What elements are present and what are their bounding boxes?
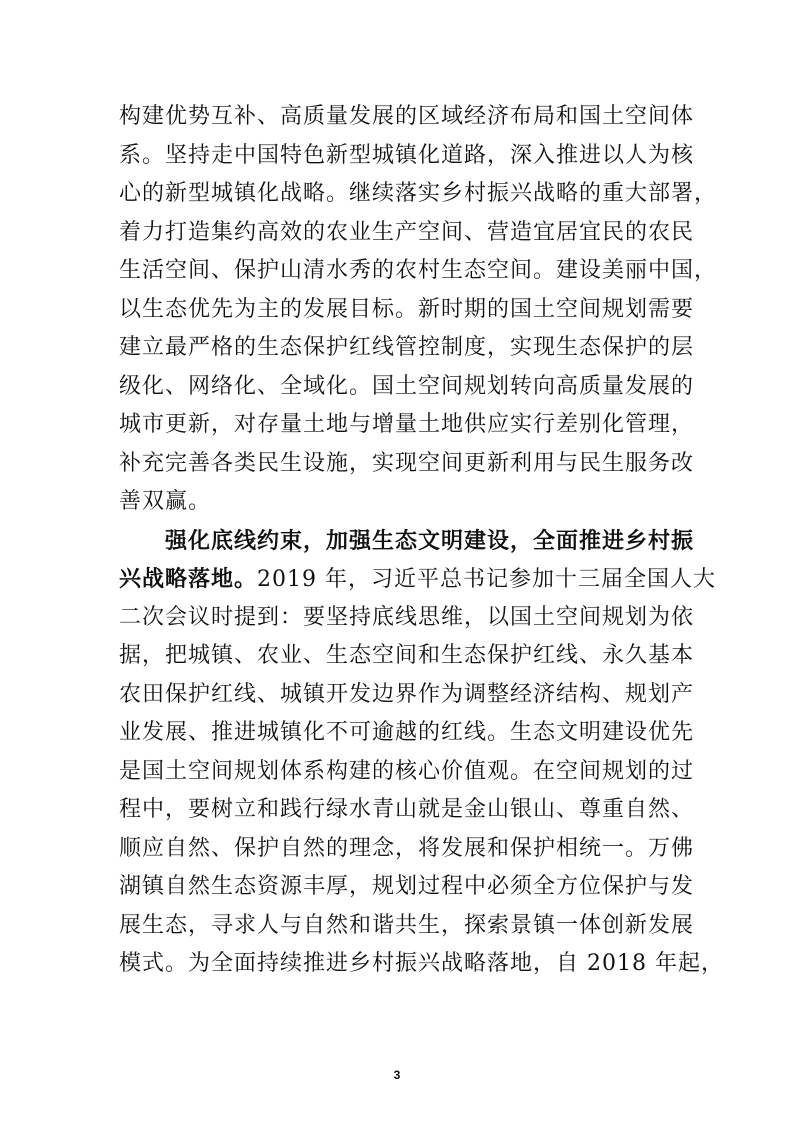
text-line: 农田保护红线、城镇开发边界作为调整经济结构、规划产: [119, 681, 695, 707]
section-heading-line: 强化底线约束，加强生态文明建设，全面推进乡村振: [165, 527, 695, 554]
text-line: 展生态，寻求人与自然和谐共生，探索景镇一体创新发展: [119, 912, 695, 938]
text-line: 善双赢。: [119, 489, 212, 514]
text-line: 心的新型城镇化战略。继续落实乡村振兴战略的重大部署，: [119, 181, 718, 206]
text-line: 模式。为全面持续推进乡村振兴战略落地，自 2018 年起，: [119, 951, 724, 976]
text-line: 构建优势互补、高质量发展的区域经济布局和国土空间体: [119, 104, 695, 129]
text-line: 补充完善各类民生设施，实现空间更新利用与民生服务改: [119, 450, 695, 476]
text-span: 2019 年，习近平总书记参加十三届全国人大: [257, 567, 716, 592]
text-line: 以生态优先为主的发展目标。新时期的国土空间规划需要: [119, 296, 695, 322]
text-line: 级化、网络化、全域化。国土空间规划转向高质量发展的: [119, 373, 695, 399]
section-heading-end: 兴战略落地。: [119, 566, 258, 592]
text-line: 程中，要树立和践行绿水青山就是金山银山、尊重自然、: [119, 797, 695, 822]
text-line: 顺应自然、保护自然的理念，将发展和保护相统一。万佛: [119, 835, 695, 861]
text-line: 据，把城镇、农业、生态空间和生态保护红线、永久基本: [119, 643, 695, 668]
text-line: [119, 560, 716, 599]
text-line: 生活空间、保护山清水秀的农村生态空间。建设美丽中国，: [119, 258, 718, 283]
text-line: 二次会议时提到：要坚持底线思维，以国土空间规划为依: [119, 604, 695, 630]
text-line: 系。坚持走中国特色新型城镇化道路，深入推进以人为核: [119, 142, 695, 168]
text-line: 着力打造集约高效的农业生产空间、营造宜居宜民的农民: [119, 219, 695, 245]
text-line: 业发展、推进城镇化不可逾越的红线。生态文明建设优先: [119, 720, 695, 745]
page-number: 3: [393, 1068, 401, 1082]
text-line: 湖镇自然生态资源丰厚，规划过程中必须全方位保护与发: [119, 874, 695, 899]
text-line: 城市更新，对存量土地与增量土地供应实行差别化管理，: [119, 412, 695, 437]
text-line: 建立最严格的生态保护红线管控制度，实现生态保护的层: [119, 335, 695, 360]
text-line: 是国土空间规划体系构建的核心价值观。在空间规划的过: [119, 758, 695, 784]
body-text: [119, 98, 724, 984]
